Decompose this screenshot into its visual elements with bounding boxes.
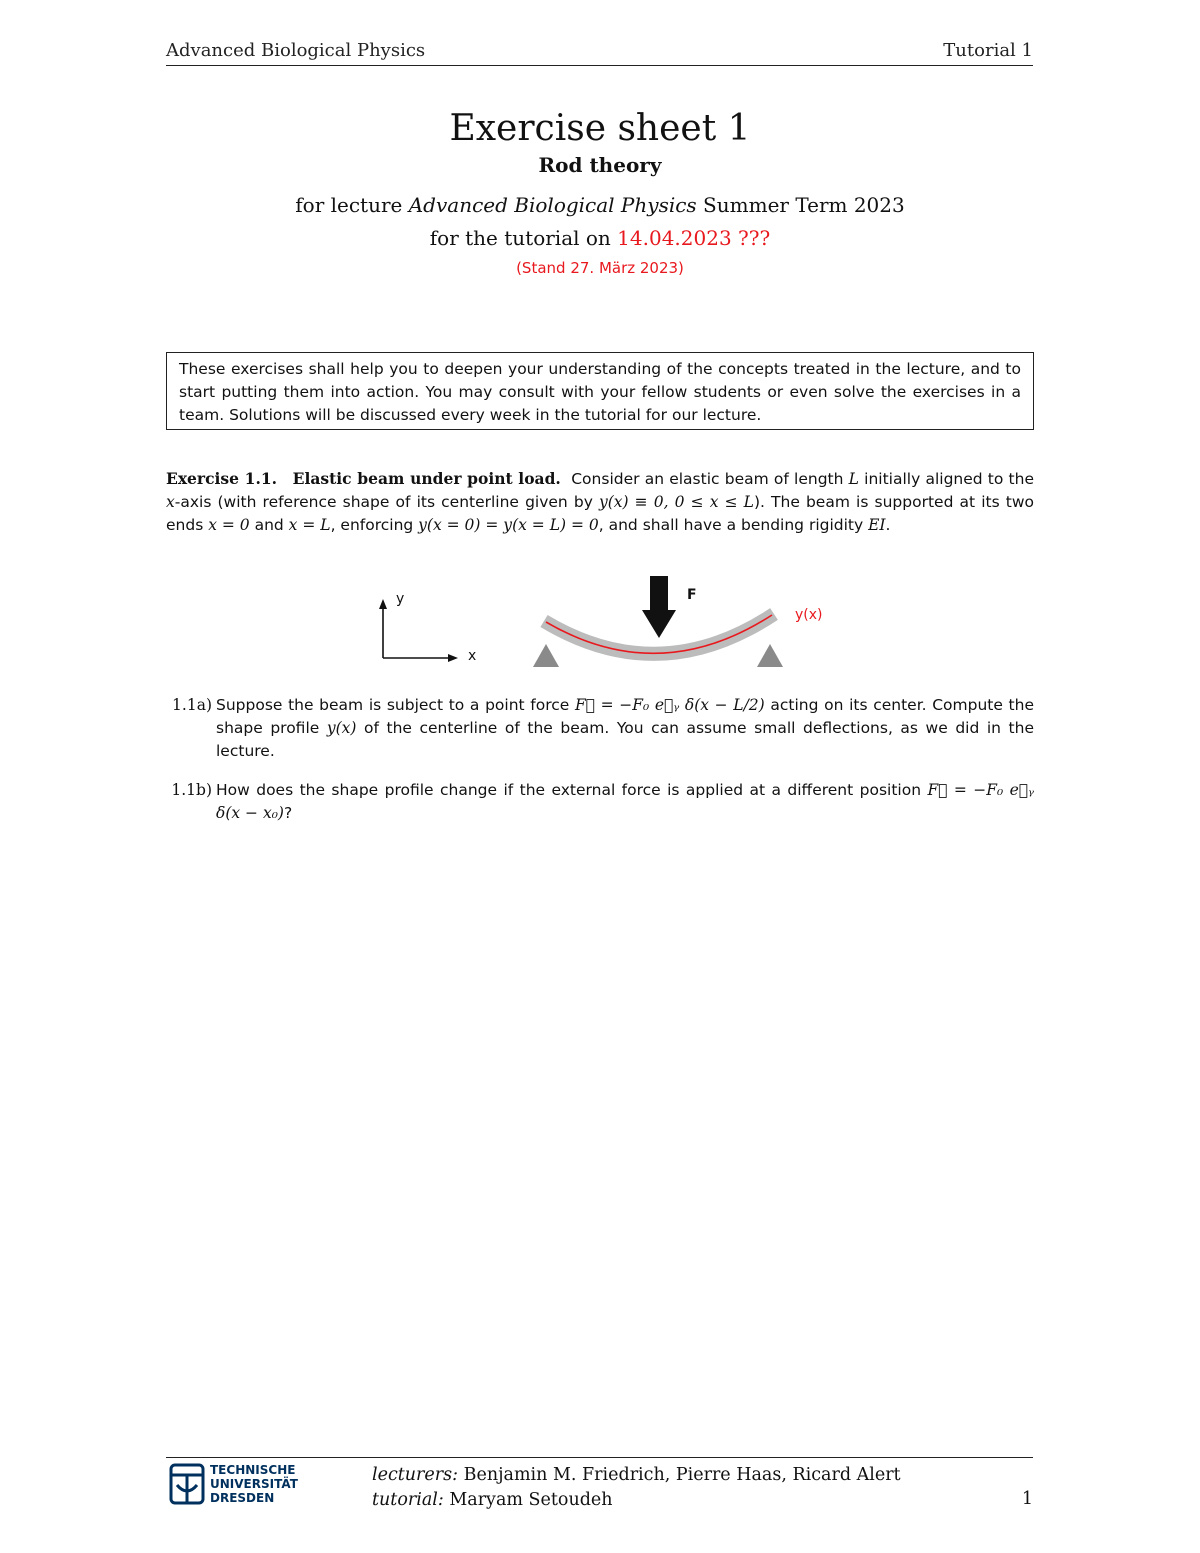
tu-dresden-emblem-icon: [171, 1465, 203, 1503]
lecture-line: [0, 193, 1200, 217]
logo-line-1: TECHNISCHE: [210, 1463, 296, 1477]
lecture-prefix: for lecture: [295, 193, 409, 217]
tutorial-label: tutorial:: [372, 1490, 444, 1510]
page-subtitle: Rod theory: [538, 153, 662, 177]
math-end-left: x = 0: [208, 516, 250, 534]
lecture-suffix: Summer Term 2023: [696, 193, 905, 217]
exercise-text: .: [885, 516, 891, 534]
tutor-name: Maryam Setoudeh: [449, 1490, 613, 1510]
header-rule: [166, 65, 1033, 66]
exercise-heading: Elastic beam under point load.: [292, 469, 561, 488]
exercise-paragraph: [166, 467, 1034, 537]
logo-line-3: DRESDEN: [210, 1491, 275, 1505]
math-end-right: x = L: [288, 516, 331, 534]
exercise-text: , enforcing: [330, 516, 419, 534]
tu-dresden-logo: [167, 1461, 317, 1509]
question-text: How does the shape profile change if the external force is applied at a different position: [216, 781, 928, 799]
tutorial-line: [0, 226, 1200, 250]
exercise-text: , and shall have a bending rigidity: [598, 516, 869, 534]
curve-label: y(x): [795, 607, 823, 623]
math-L: L: [848, 470, 859, 488]
question-1-1a: [160, 694, 1034, 763]
axis-y-label: y: [396, 591, 405, 607]
footer-rule: [166, 1457, 1033, 1458]
math-boundary-conditions: y(x = 0) = y(x = L) = 0: [418, 516, 599, 534]
exercise-number: Exercise 1.1.: [166, 469, 278, 488]
tutorial-line-footer: [372, 1488, 613, 1513]
force-arrow-icon: [642, 576, 676, 638]
running-header-right: Tutorial 1: [943, 40, 1033, 61]
lecture-course: Advanced Biological Physics: [408, 193, 697, 217]
axes-icon: [379, 599, 458, 662]
left-support-icon: [533, 644, 559, 667]
question-text: ?: [283, 804, 293, 822]
exercise-text: -axis (with reference shape of its centerline given by: [174, 493, 599, 511]
lecturers-line: [372, 1463, 901, 1488]
tutorial-date: 14.04.2023 ???: [617, 226, 771, 250]
tutorial-prefix: for the tutorial on: [429, 226, 618, 250]
math-shape-profile: y(x): [326, 719, 357, 737]
question-1-1b: [160, 779, 1034, 825]
exercise-text: and: [249, 516, 289, 534]
question-label: 1.1b): [171, 781, 212, 799]
axis-x-label: x: [468, 648, 477, 664]
logo-line-2: UNIVERSITÄT: [210, 1477, 298, 1491]
math-EI: EI: [868, 516, 886, 534]
question-label: 1.1a): [172, 696, 212, 714]
lecturers-label: lecturers:: [372, 1465, 459, 1485]
question-text: of the centerline of the beam. You can assume small deflections, as we did in the lecture.: [216, 719, 1034, 760]
math-point-force: F⃗ = −F₀ e⃗ᵧ δ(x − L/2): [574, 696, 765, 714]
question-text: acting on its center. Compute the shape profile: [216, 696, 1034, 737]
exercise-text: ). The beam is supported at its two ends: [166, 493, 1034, 534]
exercise-text: Consider an elastic beam of length: [571, 470, 849, 488]
math-reference-shape: y(x) ≡ 0, 0 ≤ x ≤ L: [598, 493, 754, 511]
math-x: x: [166, 493, 175, 511]
page-number: 1: [1021, 1489, 1033, 1509]
math-shifted-force: F⃗ = −F₀ e⃗ᵧ δ(x − x₀): [216, 781, 1034, 822]
force-label: F: [687, 587, 697, 603]
running-header-left: Advanced Biological Physics: [166, 40, 426, 61]
beam-figure: [370, 572, 823, 672]
revision-stamp: (Stand 27. März 2023): [516, 259, 684, 277]
question-text: Suppose the beam is subject to a point force: [216, 696, 575, 714]
intro-box: These exercises shall help you to deepen your understanding of the concepts treated in the lecture, and to start putting them into action. You may consult with your fellow students or even solve the exercises in a team. Solutions will be discussed every week in the tutorial for our lecture.: [166, 352, 1034, 430]
right-support-icon: [757, 644, 783, 667]
page-title: Exercise sheet 1: [449, 108, 751, 149]
exercise-text: initially aligned to the: [858, 470, 1034, 488]
lecturers-names: Benjamin M. Friedrich, Pierre Haas, Ricard Alert: [463, 1465, 901, 1485]
